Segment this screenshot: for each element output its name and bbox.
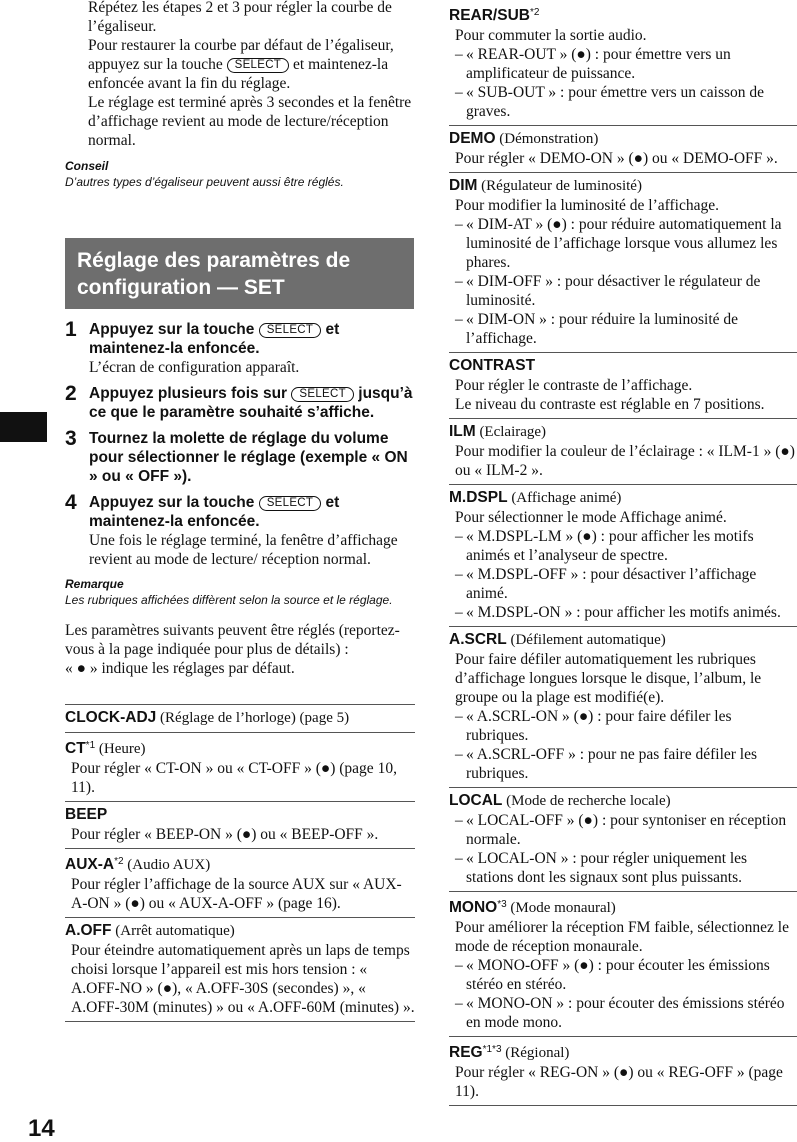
intro-paragraph-2: Pour restaurer la courbe par défaut de l’égaliseur, appuyez sur la touche SELECT et maintenez-la enfoncée avant la fin du réglage. bbox=[88, 37, 394, 92]
setting-description bbox=[71, 941, 415, 1017]
setting-description bbox=[455, 149, 797, 168]
setting-option: – « M.DSPL-OFF » : pour désactiver l’affichage animé. bbox=[455, 565, 797, 603]
tip-title: Conseil bbox=[65, 159, 109, 173]
setting-text: Pour éteindre automatiquement après un laps de temps choisi lorsque l’appareil est mis hors tension : « A.OFF-NO » (●), « A.OFF-30S (secondes) », « A.OFF-30M (minutes) » ou « A.OFF-60M (minutes) ». bbox=[71, 942, 415, 1016]
setting-entry bbox=[65, 733, 415, 802]
setting-name: CT bbox=[65, 740, 86, 757]
step-item bbox=[65, 384, 415, 422]
setting-heading: M.DSPL (Affichage animé) bbox=[449, 489, 622, 506]
setting-option: – « LOCAL-ON » : pour régler uniquement les stations dont les signaux sont plus puissants. bbox=[455, 849, 797, 887]
setting-option: – « MONO-OFF » (●) : pour écouter les émissions stéréo en stéréo. bbox=[455, 956, 797, 994]
setting-heading: ILM (Eclairage) bbox=[449, 423, 547, 440]
step-item bbox=[65, 493, 415, 569]
setting-name: BEEP bbox=[65, 806, 108, 823]
setting-heading: MONO$^{*3}$ (Mode monaural) bbox=[449, 899, 616, 916]
setting-text: Pour modifier la luminosité de l’affichage. bbox=[455, 197, 719, 214]
setting-entry bbox=[449, 1037, 797, 1106]
tip-note bbox=[65, 159, 415, 190]
setting-heading: AUX-$A^{*2}$ (Audio AUX) bbox=[65, 856, 211, 873]
setting-name: DEMO bbox=[449, 130, 496, 147]
section-heading-line-2: configuration — SET bbox=[77, 276, 285, 299]
setting-description bbox=[71, 825, 415, 844]
setting-entry bbox=[65, 802, 415, 849]
setting-text: Pour sélectionner le mode Affichage animé. bbox=[455, 509, 727, 526]
setting-description bbox=[455, 26, 797, 121]
setting-option: – « DIM-OFF » : pour désactiver le régulateur de luminosité. bbox=[455, 272, 797, 310]
step-body: Une fois le réglage terminé, la fenêtre d’affichage revient au mode de lecture/ réception normal. bbox=[89, 532, 398, 568]
setting-text: Pour régler « CT-ON » ou « CT-OFF » (●) (page 10, 11). bbox=[71, 760, 397, 796]
setting-entry bbox=[449, 892, 797, 1037]
setting-entry bbox=[65, 704, 415, 733]
setting-option: – « LOCAL-OFF » (●) : pour syntoniser en réception normale. bbox=[455, 811, 797, 849]
footnote-marker: *2 bbox=[529, 7, 540, 18]
step-number: 2 bbox=[65, 382, 77, 405]
step-number: 4 bbox=[65, 491, 77, 514]
setting-heading: CLOCK-ADJ (Réglage de l’horloge) (page 5) bbox=[65, 709, 350, 726]
footnote-marker: *1 bbox=[85, 740, 96, 751]
setting-name: LOCAL bbox=[449, 792, 503, 809]
setting-text: Pour régler « DEMO-ON » (●) ou « DEMO-OFF ». bbox=[455, 150, 778, 167]
setting-text: Pour améliorer la réception FM faible, sélectionnez le mode de réception monaurale. bbox=[455, 919, 789, 955]
setting-description bbox=[455, 650, 797, 783]
step-heading: Appuyez sur la touche SELECT et maintenez-la enfoncée. bbox=[89, 321, 340, 357]
chapter-tab-marker bbox=[0, 412, 47, 442]
right-column bbox=[449, 0, 797, 1106]
setting-name: M.DSPL bbox=[449, 489, 508, 506]
step-number: 1 bbox=[65, 318, 77, 341]
step-body: L’écran de configuration apparaît. bbox=[89, 359, 300, 376]
setting-entry bbox=[449, 419, 797, 485]
right-settings-list bbox=[449, 0, 797, 1106]
select-key-label: SELECT bbox=[259, 323, 322, 338]
setting-option: – « A.SCRL-ON » (●) : pour faire défiler les rubriques. bbox=[455, 707, 797, 745]
setting-name: CONTRAST bbox=[449, 357, 536, 374]
setting-heading bbox=[65, 805, 415, 825]
setting-entry bbox=[449, 0, 797, 126]
intro-paragraph-3: Le réglage est terminé après 3 secondes et la fenêtre d’affichage revient au mode de lecture/réception normal. bbox=[88, 94, 412, 149]
setting-text: Pour régler « REG-ON » (●) ou « REG-OFF » (page 11). bbox=[455, 1064, 783, 1100]
setting-heading bbox=[449, 356, 797, 376]
setting-text: Pour faire défiler automatiquement les rubriques d’affichage longues lorsque le disque, l’album, le groupe ou la plage est modifié(e). bbox=[455, 651, 762, 706]
setting-text: Pour commuter la sortie audio. bbox=[455, 27, 647, 44]
setting-entry bbox=[65, 918, 415, 1022]
setting-description bbox=[455, 442, 797, 480]
step-heading: Tournez la molette de réglage du volume pour sélectionner le réglage (exemple « ON » ou « OFF »). bbox=[89, 430, 408, 485]
setting-description bbox=[455, 918, 797, 1032]
setting-name: AUX-A bbox=[65, 856, 115, 873]
footnote-marker: *1*3 bbox=[482, 1044, 502, 1055]
setting-option: – « M.DSPL-LM » (●) : pour afficher les motifs animés et l’analyseur de spectre. bbox=[455, 527, 797, 565]
setting-description bbox=[455, 196, 797, 348]
tip-text: D’autres types d’égaliseur peuvent aussi être réglés. bbox=[65, 175, 344, 189]
setting-text: Le niveau du contraste est réglable en 7 positions. bbox=[455, 396, 765, 413]
setting-description bbox=[455, 376, 797, 414]
remark-text: Les rubriques affichées diffèrent selon la source et le réglage. bbox=[65, 593, 393, 607]
step-heading: Appuyez sur la touche SELECT et maintenez-la enfoncée. bbox=[89, 494, 340, 530]
setting-heading: A.OFF (Arrêt automatique) bbox=[65, 922, 235, 939]
setting-name: CLOCK-ADJ bbox=[65, 709, 157, 726]
setting-heading bbox=[449, 3, 797, 26]
setting-description bbox=[71, 875, 415, 913]
setting-entry bbox=[449, 353, 797, 419]
setting-name: MONO bbox=[449, 899, 498, 916]
left-settings-list bbox=[65, 704, 415, 1022]
setting-heading: CT$^{*1}$ (Heure) bbox=[65, 740, 146, 757]
setting-option: – « A.SCRL-OFF » : pour ne pas faire défiler les rubriques. bbox=[455, 745, 797, 783]
select-key-label: SELECT bbox=[259, 496, 322, 511]
intro-paragraph-1: Répétez les étapes 2 et 3 pour régler la courbe de l’égaliseur. bbox=[88, 0, 392, 35]
params-intro-text: Les paramètres suivants peuvent être réglés (reportez-vous à la page indiquée pour plus de détails) : bbox=[65, 622, 400, 658]
setting-option: – « DIM-AT » (●) : pour réduire automatiquement la luminosité de l’affichage lorsque vous allumez les phares. bbox=[455, 215, 797, 272]
setting-description bbox=[455, 508, 797, 622]
section-heading bbox=[65, 238, 414, 309]
setting-heading: LOCAL (Mode de recherche locale) bbox=[449, 792, 671, 809]
setting-entry bbox=[449, 173, 797, 353]
setting-text: Pour modifier la couleur de l’éclairage : « ILM-1 » (●) ou « ILM-2 ». bbox=[455, 443, 795, 479]
section-heading-line-1: Réglage des paramètres de bbox=[77, 249, 351, 272]
setting-entry bbox=[449, 788, 797, 892]
default-legend: « ● » indique les réglages par défaut. bbox=[65, 660, 295, 677]
setting-text: Pour régler « BEEP-ON » (●) ou « BEEP-OFF ». bbox=[71, 826, 379, 843]
setting-option: – « DIM-ON » : pour réduire la luminosité de l’affichage. bbox=[455, 310, 797, 348]
setting-name: ILM bbox=[449, 423, 476, 440]
step-heading: Appuyez plusieurs fois sur SELECT jusqu’à ce que le paramètre souhaité s’affiche. bbox=[89, 385, 413, 421]
params-intro bbox=[65, 621, 415, 678]
setting-entry bbox=[65, 849, 415, 918]
select-key-label: SELECT bbox=[291, 387, 354, 402]
step-item bbox=[65, 320, 415, 377]
setting-text: Pour régler l’affichage de la source AUX sur « AUX-A-ON » (●) ou « AUX-A-OFF » (page 16). bbox=[71, 876, 402, 912]
setting-description bbox=[455, 1063, 797, 1101]
setting-description bbox=[71, 759, 415, 797]
setting-name: A.OFF bbox=[65, 922, 112, 939]
setting-text: Pour régler le contraste de l’affichage. bbox=[455, 377, 693, 394]
setting-name: A.SCRL bbox=[449, 631, 507, 648]
remark-note bbox=[65, 577, 415, 608]
step-number: 3 bbox=[65, 427, 77, 450]
setting-heading: A.SCRL (Défilement automatique) bbox=[449, 631, 666, 648]
setting-heading: DIM (Régulateur de luminosité) bbox=[449, 177, 642, 194]
remark-title: Remarque bbox=[65, 577, 124, 591]
setting-option: – « MONO-ON » : pour écouter des émissions stéréo en mode mono. bbox=[455, 994, 797, 1032]
setting-description bbox=[455, 811, 797, 887]
left-column-lower bbox=[65, 320, 415, 1022]
steps-list bbox=[65, 320, 415, 569]
left-column bbox=[65, 0, 415, 190]
setting-option: – « M.DSPL-ON » : pour afficher les motifs animés. bbox=[455, 603, 797, 622]
setting-entry bbox=[449, 485, 797, 627]
setting-name: DIM bbox=[449, 177, 478, 194]
equalizer-intro bbox=[88, 0, 415, 150]
setting-option: – « REAR-OUT » (●) : pour émettre vers un amplificateur de puissance. bbox=[455, 45, 797, 83]
setting-entry bbox=[449, 627, 797, 788]
setting-entry bbox=[449, 126, 797, 173]
select-key-label: SELECT bbox=[227, 58, 290, 73]
footnote-marker: *3 bbox=[497, 899, 507, 910]
setting-option: – « SUB-OUT » : pour émettre vers un caisson de graves. bbox=[455, 83, 797, 121]
setting-heading: DEMO (Démonstration) bbox=[449, 130, 599, 147]
footnote-marker: *2 bbox=[114, 856, 124, 867]
page-number: 14 bbox=[28, 1115, 55, 1142]
step-item bbox=[65, 429, 415, 486]
setting-name: REAR/SUB bbox=[449, 7, 530, 24]
setting-name: REG bbox=[449, 1044, 483, 1061]
setting-heading: $REG^{*1*3}$ (Régional) bbox=[449, 1044, 570, 1061]
